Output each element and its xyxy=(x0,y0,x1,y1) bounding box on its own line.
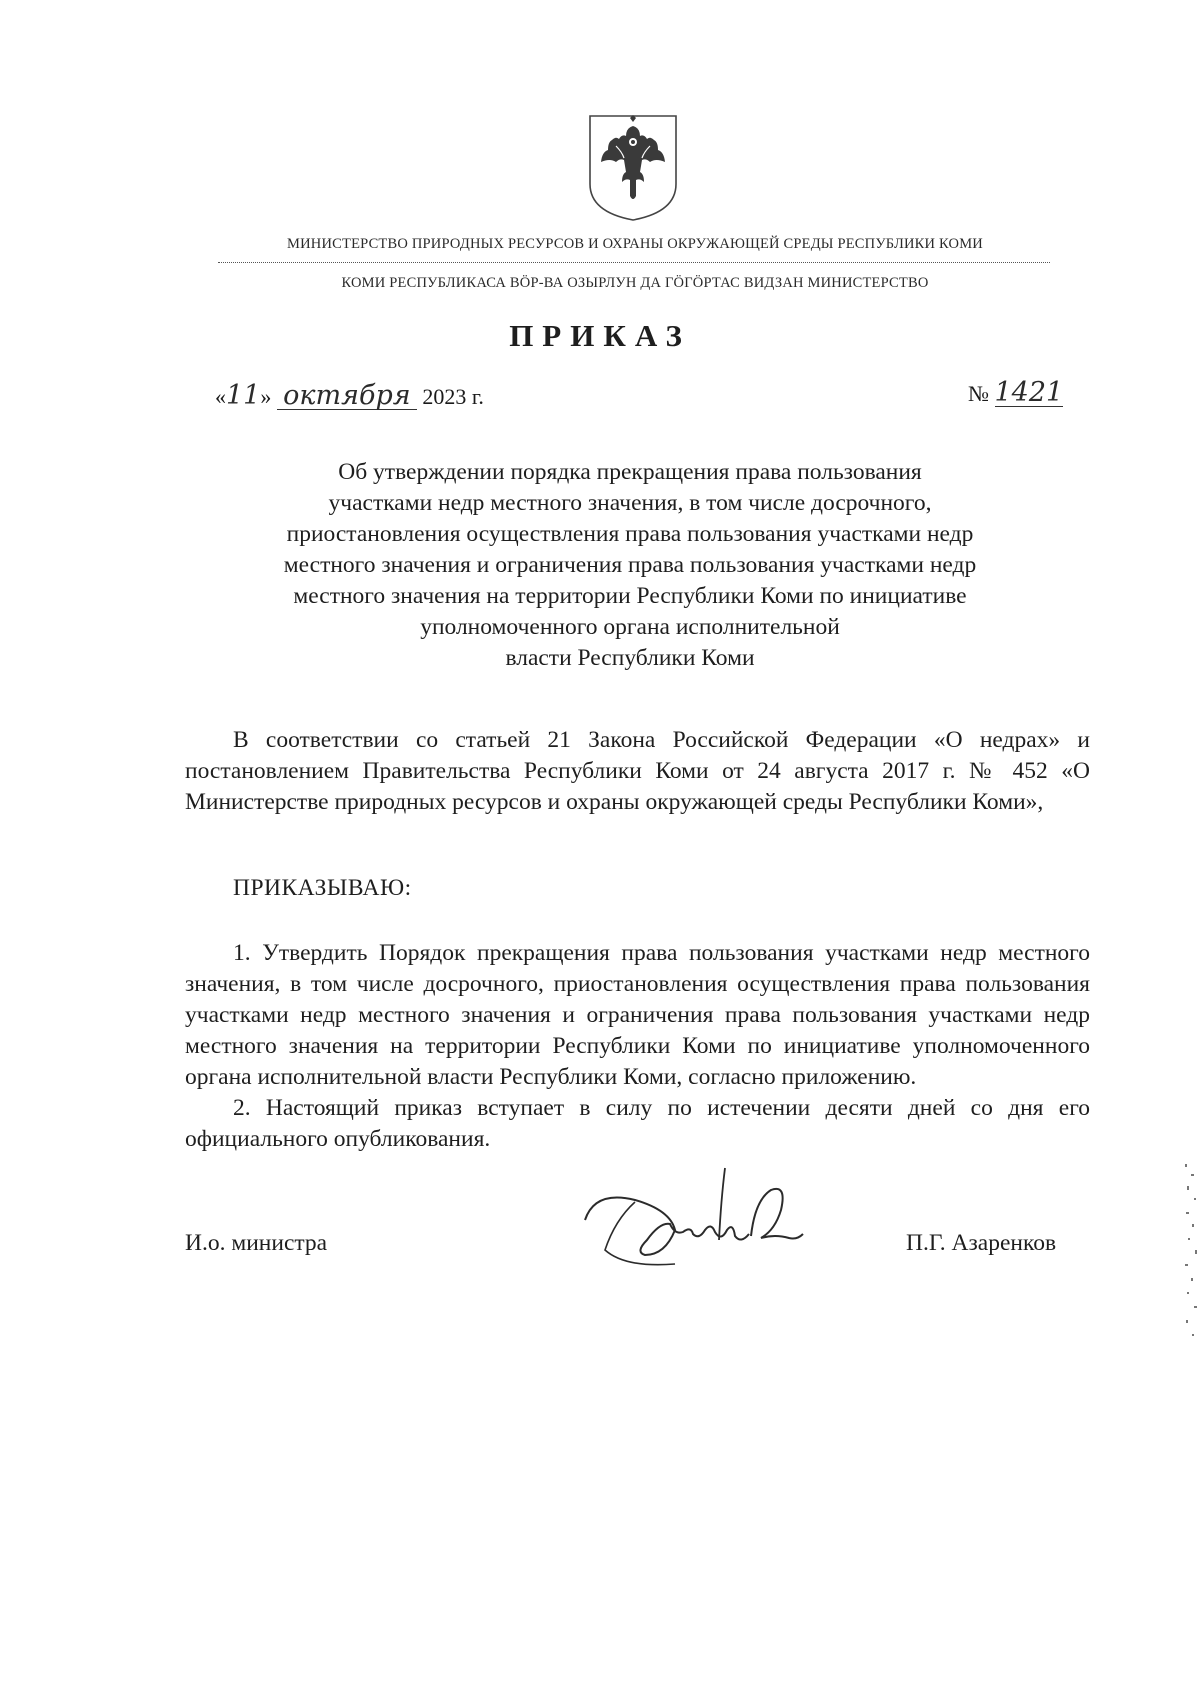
subject-line: Об утверждении порядка прекращения права пользования xyxy=(338,459,922,485)
legal-basis-paragraph xyxy=(185,725,1090,818)
coat-of-arms-icon xyxy=(586,112,680,224)
scan-edge-artifact xyxy=(1182,1160,1200,1350)
number-value: 1421 xyxy=(994,377,1064,408)
order-number xyxy=(968,377,1064,408)
subject-line: власти Республики Коми xyxy=(505,645,755,671)
subject-line: участками недр местного значения, в том числе досрочного, xyxy=(328,490,932,516)
order-item-1: 1. Утвердить Порядок прекращения права пользования участками недр местного значения, в том числе досрочного, приостановления осуществления права пользования участками недр местного значения и ограничения права пользования участками недр местного значения на территории Республики Коми по инициативе уполномоченного органа исполнительной власти Республики Коми, согласно приложению. xyxy=(185,940,1090,1090)
order-subject xyxy=(200,457,1060,674)
ministry-name-russian: МИНИСТЕРСТВО ПРИРОДНЫХ РЕСУРСОВ И ОХРАНЫ ОКРУЖАЮЩЕЙ СРЕДЫ РЕСПУБЛИКИ КОМИ xyxy=(287,236,983,252)
order-date xyxy=(215,380,484,411)
date-year-suffix: г. xyxy=(471,384,484,409)
date-month: октября xyxy=(277,383,417,410)
signer-position: И.о. министра xyxy=(185,1230,328,1256)
ministry-name-komi: КОМИ РЕСПУБЛИКАСА ВӦР-ВА ОЗЫРЛУН ДА ГӦГӦРТАС ВИДЗАН МИНИСТЕРСТВО xyxy=(341,275,929,291)
subject-line: уполномоченного органа исполнительной xyxy=(420,614,840,640)
signature-icon xyxy=(575,1160,875,1280)
legal-basis-text: В соответствии со статьей 21 Закона Российской Федерации «О недрах» и постановлением Правительства Республики Коми от 24 августа 2017 г. № 452 «О Министерстве природных ресурсов и охраны окружающей среды Республики Коми», xyxy=(185,727,1090,815)
header-divider xyxy=(218,262,1050,263)
date-year: 2023 xyxy=(422,384,467,409)
date-quote-open: « xyxy=(215,384,226,409)
number-prefix: № xyxy=(968,381,989,406)
document-title: ПРИКАЗ xyxy=(509,318,691,353)
subject-line: приостановления осуществления права пользования участками недр xyxy=(286,521,974,547)
date-day: 11 xyxy=(226,380,261,411)
order-items xyxy=(185,938,1090,1155)
subject-line: местного значения на территории Республики Коми по инициативе xyxy=(293,583,967,609)
order-item-2: 2. Настоящий приказ вступает в силу по истечении десяти дней со дня его официального опубликования. xyxy=(185,1095,1090,1152)
subject-line: местного значения и ограничения права пользования участками недр xyxy=(283,552,977,578)
order-directive-word: ПРИКАЗЫВАЮ: xyxy=(233,875,412,901)
date-quote-close: » xyxy=(260,384,272,409)
signer-name: П.Г. Азаренков xyxy=(906,1230,1057,1256)
